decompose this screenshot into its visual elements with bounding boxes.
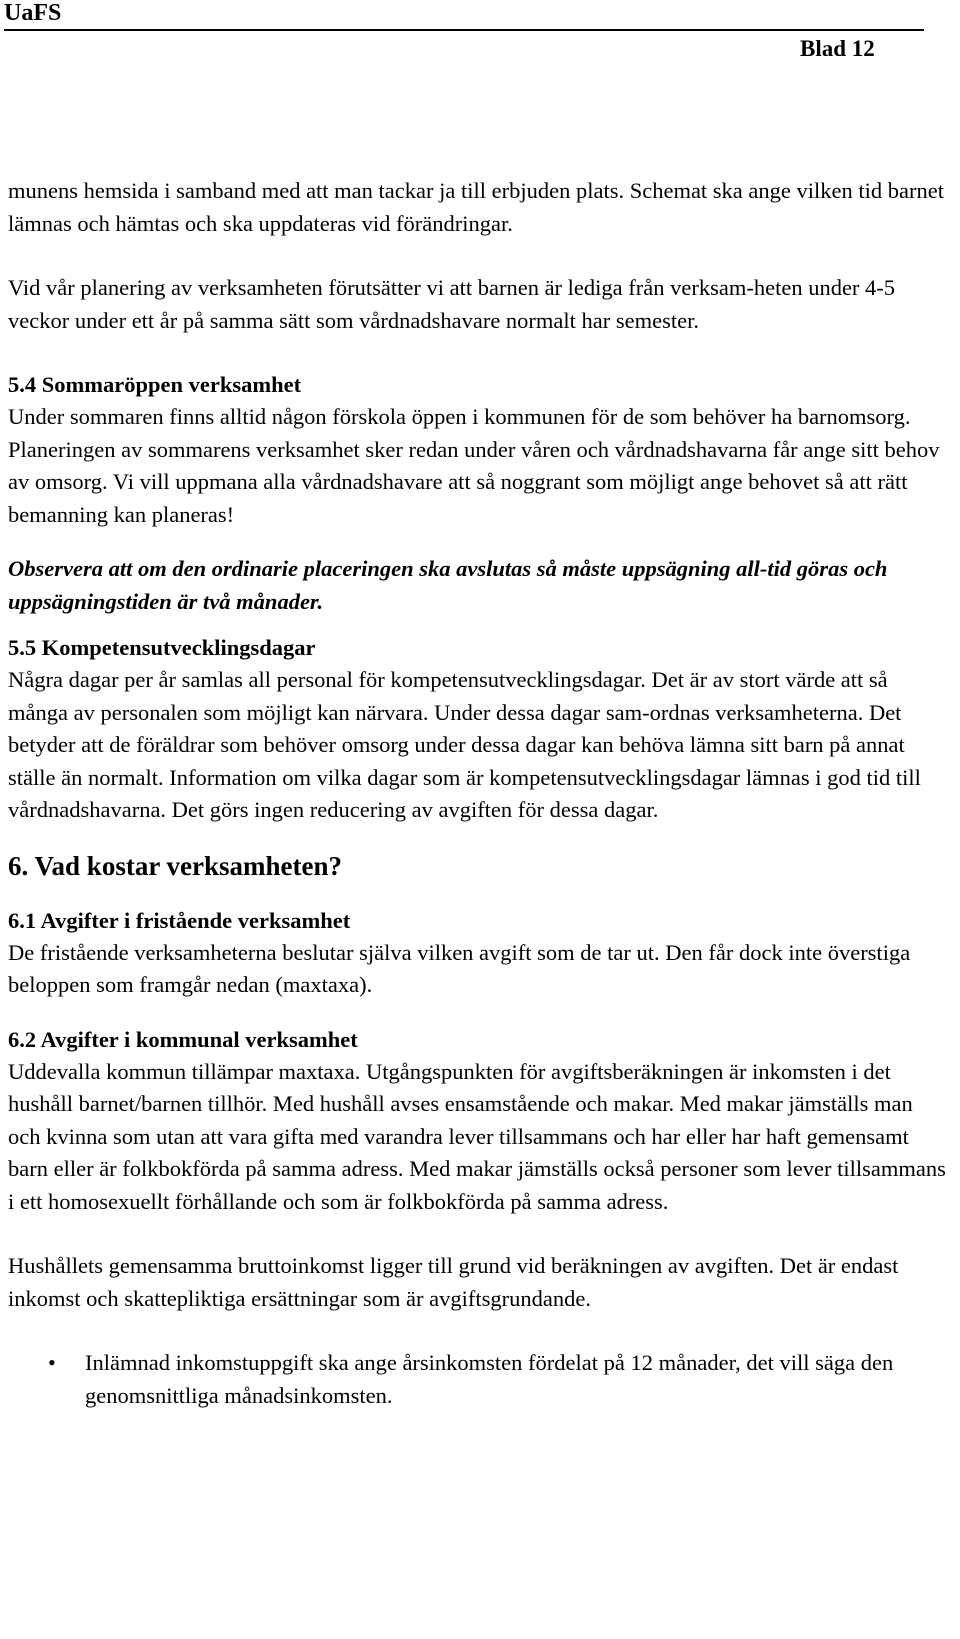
section-title-6: 6. Vad kostar verksamheten?: [8, 850, 343, 881]
header-organization: UaFS: [4, 0, 62, 26]
page-number: Blad 12: [800, 36, 875, 61]
paragraph-planning: Vid vår planering av verksamheten förutsätter vi att barnen är lediga från verksam-heten under 4-5 veckor under ett år på samma sätt som vårdnadshavare normalt har semester.: [8, 275, 896, 333]
list-item: [8, 1347, 950, 1412]
header-divider: [4, 29, 924, 31]
section-title-6-2: 6.2 Avgifter i kommunal verksamhet: [8, 1026, 358, 1052]
section-body-5-5: Några dagar per år samlas all personal för kompetensutvecklingsdagar. Det är av stort värde att så många av personalen som möjligt kan närvara. Under dessa dagar sam-ordnas verksamheterna. Det betyder att de föräldrar som behöver omsorg under dessa dagar kan behöva lämna sitt barn på annat ställe än normalt. Information om vilka dagar som är kompetensutvecklingsdagar lämnas i god tid till vårdnadshavarna. Det görs ingen reducering av avgiften för dessa dagar.: [8, 667, 921, 822]
section-title-6-1: 6.1 Avgifter i fristående verksamhet: [8, 907, 351, 933]
bullet-list: [8, 1347, 950, 1412]
list-item-text: Inlämnad inkomstuppgift ska ange årsinkomsten fördelat på 12 månader, det vill säga den genomsnittliga månadsinkomsten.: [85, 1350, 894, 1408]
bullet-icon: •: [48, 1350, 56, 1375]
section-body-5-4: Under sommaren finns alltid någon förskola öppen i kommunen för de som behöver ha barnomsorg. Planeringen av sommarens verksamhet sker redan under våren och vårdnadshavarna får ange sitt behov av omsorg. Vi vill uppmana alla vårdnadshavare att så noggrant som möjligt ange behovet så att rätt bemanning kan planeras!: [8, 404, 940, 527]
paragraph-schedule: munens hemsida i samband med att man tackar ja till erbjuden plats. Schemat ska ange vilken tid barnet lämnas och hämtas och ska uppdateras vid förändringar.: [8, 178, 944, 236]
section-title-5-4: 5.4 Sommaröppen verksamhet: [8, 372, 302, 397]
paragraph-income: Hushållets gemensamma bruttoinkomst ligger till grund vid beräkningen av avgiften. Det är endast inkomst och skattepliktiga ersättningar som är avgiftsgrundande.: [8, 1253, 899, 1311]
document-body: [8, 175, 950, 1412]
section-body-6-2: Uddevalla kommun tillämpar maxtaxa. Utgångspunkten för avgiftsberäkningen är inkomsten i det hushåll barnet/barnen tillhör. Med hushåll avses ensamstående och makar. Med makar jämställs man och kvinna som utan att vara gifta med varandra lever tillsammans och har eller har haft gemensamt barn eller är folkbokförda på samma adress. Med makar jämställs också personer som lever tillsammans i ett homosexuellt förhållande och som är folkbokförda på samma adress.: [8, 1058, 946, 1214]
section-title-5-5: 5.5 Kompetensutvecklingsdagar: [8, 635, 316, 660]
section-body-6-1: De fristående verksamheterna beslutar själva vilken avgift som de tar ut. Den får dock inte överstiga beloppen som framgår nedan (maxtaxa).: [8, 939, 911, 997]
notice-termination: Observera att om den ordinarie placeringen ska avslutas så måste uppsägning all-tid göras och uppsägningstiden är två månader.: [8, 556, 888, 614]
